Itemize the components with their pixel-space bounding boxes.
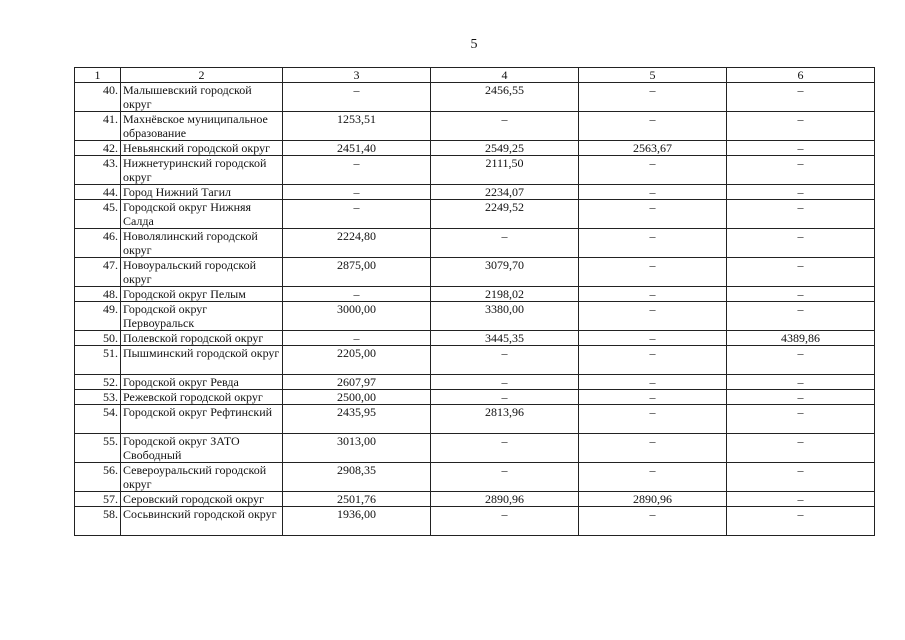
row-number: 41. — [75, 112, 121, 141]
table-row — [75, 375, 875, 390]
value-col-6: – — [727, 346, 875, 375]
value-col-3: 1253,51 — [283, 112, 431, 141]
municipality-name: Режевской городской округ — [121, 390, 283, 405]
value-col-4: – — [431, 112, 579, 141]
value-col-3: – — [283, 331, 431, 346]
municipality-name: Пышминский городской округ — [121, 346, 283, 375]
municipality-name: Город Нижний Тагил — [121, 185, 283, 200]
value-col-4: – — [431, 434, 579, 463]
table-row — [75, 156, 875, 185]
row-number: 54. — [75, 405, 121, 434]
value-col-4: 2198,02 — [431, 287, 579, 302]
value-col-5: – — [579, 390, 727, 405]
value-col-4: 2249,52 — [431, 200, 579, 229]
table-row — [75, 492, 875, 507]
row-number: 52. — [75, 375, 121, 390]
value-col-5: – — [579, 83, 727, 112]
table-row — [75, 258, 875, 287]
value-col-5: – — [579, 375, 727, 390]
value-col-3: 3000,00 — [283, 302, 431, 331]
value-col-3: 3013,00 — [283, 434, 431, 463]
table-row — [75, 507, 875, 536]
municipality-name: Серовский городской округ — [121, 492, 283, 507]
municipality-name: Городской округ Первоуральск — [121, 302, 283, 331]
value-col-6: – — [727, 507, 875, 536]
municipality-name: Новолялинский городской округ — [121, 229, 283, 258]
table-row — [75, 463, 875, 492]
value-col-5: – — [579, 185, 727, 200]
value-col-3: 2224,80 — [283, 229, 431, 258]
column-header: 5 — [579, 68, 727, 83]
row-number: 50. — [75, 331, 121, 346]
value-col-6: – — [727, 434, 875, 463]
value-col-6: – — [727, 258, 875, 287]
value-col-5: – — [579, 229, 727, 258]
value-col-5: – — [579, 463, 727, 492]
value-col-3: 2908,35 — [283, 463, 431, 492]
value-col-3: 2451,40 — [283, 141, 431, 156]
row-number: 48. — [75, 287, 121, 302]
table-row — [75, 302, 875, 331]
column-header: 3 — [283, 68, 431, 83]
value-col-5: – — [579, 287, 727, 302]
value-col-3: – — [283, 200, 431, 229]
row-number: 53. — [75, 390, 121, 405]
table-row — [75, 390, 875, 405]
value-col-5: – — [579, 507, 727, 536]
value-col-3: 2875,00 — [283, 258, 431, 287]
row-number: 45. — [75, 200, 121, 229]
data-table — [74, 67, 875, 536]
row-number: 56. — [75, 463, 121, 492]
value-col-5: – — [579, 434, 727, 463]
value-col-4: 3079,70 — [431, 258, 579, 287]
municipality-name: Сосьвинский городской округ — [121, 507, 283, 536]
row-number: 46. — [75, 229, 121, 258]
value-col-6: – — [727, 405, 875, 434]
table-row — [75, 287, 875, 302]
municipality-name: Махнёвское муниципальное образование — [121, 112, 283, 141]
row-number: 43. — [75, 156, 121, 185]
municipality-name: Североуральский городской округ — [121, 463, 283, 492]
value-col-6: – — [727, 185, 875, 200]
value-col-3: 2501,76 — [283, 492, 431, 507]
row-number: 44. — [75, 185, 121, 200]
value-col-4: 2890,96 — [431, 492, 579, 507]
value-col-5: 2563,67 — [579, 141, 727, 156]
value-col-5: – — [579, 156, 727, 185]
value-col-3: 1936,00 — [283, 507, 431, 536]
value-col-6: – — [727, 287, 875, 302]
page-number: 5 — [470, 37, 478, 52]
municipality-name: Нижнетуринский городской округ — [121, 156, 283, 185]
value-col-4: 2456,55 — [431, 83, 579, 112]
municipality-name: Городской округ ЗАТО Свободный — [121, 434, 283, 463]
table-row — [75, 331, 875, 346]
value-col-4: 2813,96 — [431, 405, 579, 434]
municipality-name: Городской округ Пелым — [121, 287, 283, 302]
row-number: 49. — [75, 302, 121, 331]
value-col-4: – — [431, 507, 579, 536]
value-col-4: 2234,07 — [431, 185, 579, 200]
value-col-3: 2435,95 — [283, 405, 431, 434]
value-col-6: – — [727, 492, 875, 507]
municipality-name: Городской округ Нижняя Салда — [121, 200, 283, 229]
municipality-name: Невьянский городской округ — [121, 141, 283, 156]
value-col-3: – — [283, 156, 431, 185]
value-col-3: – — [283, 185, 431, 200]
value-col-4: 2549,25 — [431, 141, 579, 156]
table-row — [75, 200, 875, 229]
value-col-6: 4389,86 — [727, 331, 875, 346]
value-col-4: – — [431, 229, 579, 258]
value-col-4: 3380,00 — [431, 302, 579, 331]
value-col-3: – — [283, 83, 431, 112]
row-number: 40. — [75, 83, 121, 112]
row-number: 51. — [75, 346, 121, 375]
row-number: 55. — [75, 434, 121, 463]
value-col-5: – — [579, 302, 727, 331]
column-header: 4 — [431, 68, 579, 83]
table-row — [75, 405, 875, 434]
value-col-4: – — [431, 346, 579, 375]
value-col-3: – — [283, 287, 431, 302]
value-col-4: 2111,50 — [431, 156, 579, 185]
table-row — [75, 434, 875, 463]
municipality-name: Городской округ Ревда — [121, 375, 283, 390]
row-number: 42. — [75, 141, 121, 156]
value-col-6: – — [727, 200, 875, 229]
table-row — [75, 112, 875, 141]
municipality-name: Малышевский городской округ — [121, 83, 283, 112]
value-col-6: – — [727, 83, 875, 112]
table-row — [75, 83, 875, 112]
table-header-row — [75, 68, 875, 83]
table-row — [75, 141, 875, 156]
row-number: 47. — [75, 258, 121, 287]
value-col-5: – — [579, 331, 727, 346]
table-row — [75, 185, 875, 200]
value-col-4: – — [431, 463, 579, 492]
value-col-6: – — [727, 375, 875, 390]
row-number: 58. — [75, 507, 121, 536]
column-header: 6 — [727, 68, 875, 83]
value-col-5: – — [579, 112, 727, 141]
value-col-5: – — [579, 346, 727, 375]
value-col-6: – — [727, 463, 875, 492]
value-col-5: 2890,96 — [579, 492, 727, 507]
municipality-name: Городской округ Рефтинский — [121, 405, 283, 434]
value-col-4: – — [431, 375, 579, 390]
value-col-6: – — [727, 112, 875, 141]
value-col-4: – — [431, 390, 579, 405]
value-col-5: – — [579, 405, 727, 434]
table-row — [75, 346, 875, 375]
value-col-6: – — [727, 302, 875, 331]
table-row — [75, 229, 875, 258]
value-col-3: 2205,00 — [283, 346, 431, 375]
row-number: 57. — [75, 492, 121, 507]
municipality-name: Полевской городской округ — [121, 331, 283, 346]
value-col-6: – — [727, 390, 875, 405]
value-col-6: – — [727, 156, 875, 185]
value-col-5: – — [579, 200, 727, 229]
value-col-3: 2607,97 — [283, 375, 431, 390]
value-col-4: 3445,35 — [431, 331, 579, 346]
value-col-6: – — [727, 229, 875, 258]
column-header: 1 — [75, 68, 121, 83]
column-header: 2 — [121, 68, 283, 83]
value-col-3: 2500,00 — [283, 390, 431, 405]
value-col-5: – — [579, 258, 727, 287]
municipality-name: Новоуральский городской округ — [121, 258, 283, 287]
value-col-6: – — [727, 141, 875, 156]
